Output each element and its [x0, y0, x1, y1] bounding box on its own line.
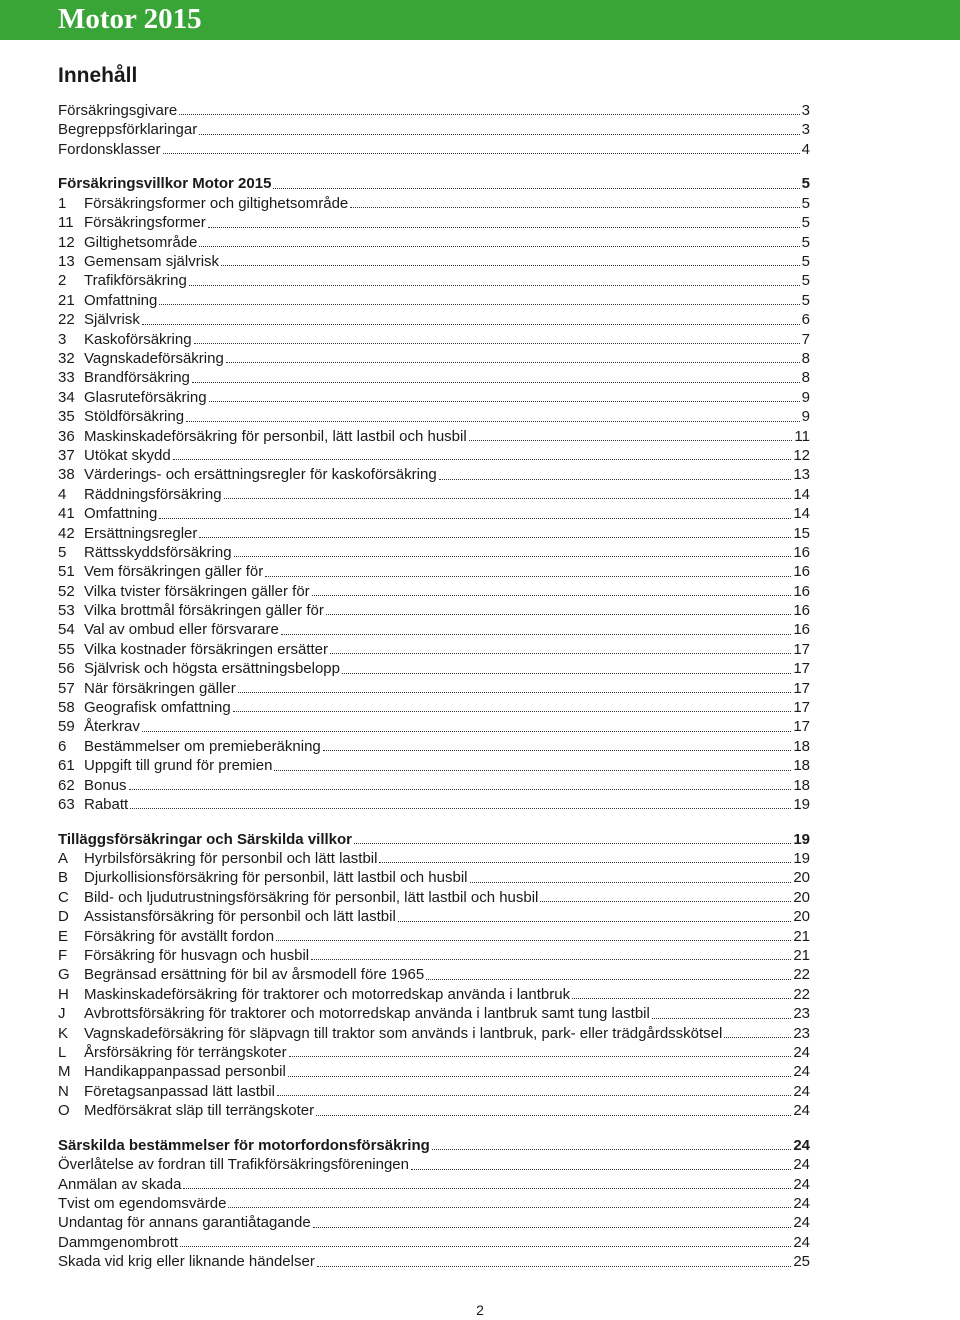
toc-entry-label: Vilka kostnader försäkringen ersätter [84, 640, 329, 658]
toc-entry[interactable] [58, 174, 810, 193]
toc-entry[interactable] [58, 388, 810, 407]
toc-dot-leader [159, 304, 799, 305]
toc-entry-page: 5 [801, 194, 810, 212]
toc-entry-number: G [58, 966, 70, 984]
toc-entry-label: Återkrav [84, 718, 140, 736]
toc-entry-label: Tvist om egendomsvärde [58, 1194, 227, 1212]
toc-entry[interactable] [58, 907, 810, 926]
toc-entry-label: Försäkringsformer och giltighetsområde [84, 194, 349, 212]
toc-entry[interactable] [58, 776, 810, 795]
toc-entry-number: 2 [58, 272, 67, 290]
toc-entry-label: Glasruteförsäkring [84, 388, 207, 406]
toc-entry-page: 24 [793, 1043, 810, 1061]
toc-dot-leader [540, 901, 791, 902]
toc-entry-page: 9 [801, 408, 810, 426]
toc-entry[interactable] [58, 1024, 810, 1043]
toc-entry-label: Hyrbilsförsäkring för personbil och lätt lastbil [84, 850, 378, 868]
toc-entry-label: Årsförsäkring för terrängskoter [84, 1043, 287, 1061]
toc-entry-page: 17 [793, 699, 810, 717]
toc-entry-number: 11 [58, 214, 74, 232]
toc-entry[interactable] [58, 524, 810, 543]
toc-entry[interactable] [58, 140, 810, 159]
toc-entry[interactable] [58, 465, 810, 484]
toc-entry-number: 59 [58, 718, 75, 736]
toc-entry-label: Ersättningsregler [84, 524, 198, 542]
toc-entry-page: 24 [793, 1102, 810, 1120]
toc-entry[interactable] [58, 330, 810, 349]
toc-dot-leader [274, 770, 791, 771]
toc-dot-leader [238, 692, 792, 693]
toc-entry[interactable] [58, 927, 810, 946]
toc-entry-page: 22 [793, 966, 810, 984]
toc-entry-page: 20 [793, 888, 810, 906]
toc-entry-label: Omfattning [84, 291, 158, 309]
toc-entry[interactable] [58, 888, 810, 907]
toc-entry-number: B [58, 869, 69, 887]
toc-entry-label: Djurkollisionsförsäkring för personbil, lätt lastbil och husbil [84, 869, 468, 887]
toc-entry-label: Vem försäkringen gäller för [84, 563, 264, 581]
toc-entry-number: 3 [58, 330, 67, 348]
toc-entry[interactable] [58, 1043, 810, 1062]
toc-entry-number: H [58, 985, 69, 1003]
toc-entry-page: 12 [793, 446, 810, 464]
toc-entry-page: 22 [793, 985, 810, 1003]
toc-dot-leader [142, 731, 791, 732]
toc-entry-page: 19 [793, 850, 810, 868]
document-title: Motor 2015 [58, 3, 202, 35]
toc-dot-leader [313, 1227, 792, 1228]
toc-entry-label: Vagnskadeförsäkring [84, 349, 224, 367]
toc-entry[interactable] [58, 1194, 810, 1213]
toc-entry-number: 32 [58, 349, 75, 367]
toc-entry[interactable] [58, 737, 810, 756]
toc-dot-leader [379, 862, 791, 863]
toc-entry[interactable] [58, 291, 810, 310]
toc-entry-number: 21 [58, 291, 75, 309]
toc-entry[interactable] [58, 407, 810, 426]
toc-entry[interactable] [58, 1062, 810, 1081]
toc-entry-page: 8 [801, 349, 810, 367]
toc-dot-leader [724, 1037, 791, 1038]
toc-entry-label: Vilka tvister försäkringen gäller för [84, 582, 310, 600]
toc-entry[interactable] [58, 946, 810, 965]
toc-entry-number: 54 [58, 621, 75, 639]
toc-entry-page: 18 [793, 757, 810, 775]
toc-entry[interactable] [58, 101, 810, 120]
toc-entry-page: 14 [793, 485, 810, 503]
toc-entry-page: 9 [801, 388, 810, 406]
toc-entry-label: Giltighetsområde [84, 233, 198, 251]
toc-entry-label: Företagsanpassad lätt lastbil [84, 1082, 275, 1100]
toc-entry[interactable] [58, 252, 810, 271]
toc-dot-leader [209, 401, 800, 402]
toc-entry-label: Rättsskyddsförsäkring [84, 543, 232, 561]
toc-entry-label: Stöldförsäkring [84, 408, 185, 426]
toc-entry-page: 18 [793, 737, 810, 755]
toc-entry[interactable] [58, 640, 810, 659]
toc-heading: Innehåll [58, 64, 138, 87]
toc-entry-page: 24 [793, 1214, 810, 1232]
toc-entry-number: O [58, 1102, 70, 1120]
toc-entry-page: 15 [793, 524, 810, 542]
toc-entry-page: 19 [793, 830, 810, 848]
toc-entry-page: 3 [801, 102, 810, 119]
toc-entry[interactable] [58, 795, 810, 814]
toc-entry-label: Utökat skydd [84, 446, 171, 464]
toc-entry-page: 24 [793, 1194, 810, 1212]
toc-dot-leader [228, 1207, 791, 1208]
toc-entry-page: 21 [793, 927, 810, 945]
toc-entry[interactable] [58, 504, 810, 523]
toc-section [58, 1136, 810, 1272]
toc-entry-number: 33 [58, 369, 75, 387]
toc-entry-label: Överlåtelse av fordran till Trafikförsäkringsföreningen [58, 1156, 409, 1174]
toc-entry-label: Bonus [84, 776, 127, 794]
toc-entry-label: Självrisk [84, 311, 140, 329]
toc-entry-page: 21 [793, 947, 810, 964]
toc-entry-label: Räddningsförsäkring [84, 485, 222, 503]
toc-dot-leader [354, 843, 791, 844]
toc-entry-number: 58 [58, 699, 75, 717]
toc-entry[interactable] [58, 368, 810, 387]
toc-entry[interactable] [58, 679, 810, 698]
toc-entry-label: Trafikförsäkring [84, 272, 187, 290]
toc-entry-label: Anmälan av skada [58, 1175, 182, 1193]
toc-entry-number: 36 [58, 427, 75, 445]
toc-dot-leader [130, 808, 791, 809]
toc-dot-leader [142, 324, 800, 325]
toc-dot-leader [350, 207, 799, 208]
toc-dot-leader [233, 711, 792, 712]
toc-entry-page: 25 [793, 1253, 810, 1271]
toc-dot-leader [159, 518, 791, 519]
toc-entry-page: 24 [793, 1063, 810, 1081]
toc-dot-leader [342, 673, 791, 674]
toc-dot-leader [470, 882, 792, 883]
toc-entry[interactable] [58, 233, 810, 252]
toc-dot-leader [469, 440, 793, 441]
toc-entry-label: Bild- och ljudutrustningsförsäkring för personbil, lätt lastbil och husbil [84, 888, 539, 906]
toc-entry-number: L [58, 1043, 67, 1061]
toc-entry-label: Vilka brottmål försäkringen gäller för [84, 602, 324, 620]
toc-entry[interactable] [58, 562, 810, 581]
toc-entry-page: 5 [801, 175, 810, 193]
toc-entry-page: 16 [793, 543, 810, 561]
toc-entry[interactable] [58, 849, 810, 868]
page-number: 2 [476, 1302, 484, 1318]
toc-entry[interactable] [58, 194, 810, 213]
toc-entry[interactable] [58, 310, 810, 329]
toc-dot-leader [179, 114, 799, 115]
toc-entry-label: Geografisk omfattning [84, 699, 231, 717]
toc-entry-number: 4 [58, 485, 67, 503]
toc-entry-page: 8 [801, 369, 810, 387]
toc-entry-page: 24 [793, 1082, 810, 1100]
toc-entry[interactable] [58, 1082, 810, 1101]
toc-entry-page: 3 [801, 121, 810, 139]
toc-entry-label: Begränsad ersättning för bil av årsmodell före 1965 [84, 966, 425, 984]
toc-entry[interactable] [58, 1252, 810, 1271]
toc-entry-label: Assistansförsäkring för personbil och lätt lastbil [84, 908, 396, 926]
toc-entry[interactable] [58, 620, 810, 639]
toc-dot-leader [323, 750, 792, 751]
toc-entry-page: 5 [801, 214, 810, 232]
toc-entry-label: Bestämmelser om premieberäkning [84, 737, 321, 755]
toc-entry-label: Vagnskadeförsäkring för släpvagn till traktor som används i lantbruk, park- eller trädgårdsskötsel [84, 1024, 723, 1042]
toc-entry[interactable] [58, 601, 810, 620]
toc-entry-label: Värderings- och ersättningsregler för kaskoförsäkring [84, 466, 437, 484]
toc-dot-leader [439, 479, 792, 480]
toc-entry-page: 24 [793, 1175, 810, 1193]
toc-dot-leader [192, 382, 800, 383]
toc-entry-number: 37 [58, 446, 75, 464]
toc-entry[interactable] [58, 1175, 810, 1194]
toc-dot-leader [265, 576, 791, 577]
toc-entry-label: Skada vid krig eller liknande händelser [58, 1253, 315, 1271]
toc-entry-page: 5 [801, 272, 810, 290]
toc-dot-leader [234, 556, 792, 557]
toc-entry-label: Försäkring för avställt fordon [84, 927, 275, 945]
toc-entry[interactable] [58, 868, 810, 887]
toc-dot-leader [186, 421, 800, 422]
toc-entry-label: Kaskoförsäkring [84, 330, 192, 348]
toc-entry-number: 13 [58, 253, 75, 271]
toc-entry-page: 6 [801, 311, 810, 329]
toc-entry-page: 17 [793, 718, 810, 736]
toc-entry-label: Fordonsklasser [58, 140, 161, 158]
toc-entry-label: Medförsäkrat släp till terrängskoter [84, 1102, 315, 1120]
toc-dot-leader [163, 153, 800, 154]
toc-entry-label: Dammgenombrott [58, 1233, 179, 1251]
toc-entry-label: Handikappanpassad personbil [84, 1063, 286, 1081]
toc-entry-page: 7 [801, 330, 810, 348]
toc-entry-number: 61 [58, 757, 75, 775]
toc-entry-page: 23 [793, 1005, 810, 1023]
toc-entry[interactable] [58, 1004, 810, 1023]
toc-entry-label: Rabatt [84, 795, 129, 813]
toc-dot-leader [316, 1115, 791, 1116]
toc-dot-leader [288, 1076, 792, 1077]
toc-entry-page: 24 [793, 1136, 810, 1154]
toc-entry-label: Självrisk och högsta ersättningsbelopp [84, 660, 340, 678]
toc-entry-number: 56 [58, 660, 75, 678]
toc-entry-label: Avbrottsförsäkring för traktorer och motorredskap använda i lantbruk samt tung lastbil [84, 1005, 650, 1023]
toc-entry-number: 52 [58, 582, 75, 600]
toc-entry-number: 53 [58, 602, 75, 620]
toc-entry[interactable] [58, 659, 810, 678]
toc-entry[interactable] [58, 1136, 810, 1155]
toc-entry-page: 24 [793, 1156, 810, 1174]
toc-dot-leader [311, 959, 791, 960]
toc-entry-label: Försäkringsformer [84, 214, 206, 232]
toc-entry-page: 16 [793, 563, 810, 581]
toc-entry-number: A [58, 850, 69, 868]
toc-dot-leader [312, 595, 792, 596]
toc-entry-number: 51 [58, 563, 75, 581]
toc-dot-leader [189, 285, 800, 286]
toc-entry-label: Brandförsäkring [84, 369, 190, 387]
toc-dot-leader [426, 979, 791, 980]
toc-dot-leader [277, 1095, 791, 1096]
toc-entry-number: E [58, 927, 69, 945]
toc-entry-number: 34 [58, 388, 75, 406]
toc-entry-page: 18 [793, 776, 810, 794]
toc-entry[interactable] [58, 698, 810, 717]
toc-entry-label: Begreppsförklaringar [58, 121, 198, 139]
toc-entry[interactable] [58, 213, 810, 232]
toc-entry-page: 11 [794, 427, 810, 445]
toc-entry-number: 57 [58, 679, 75, 697]
toc-entry[interactable] [58, 1101, 810, 1120]
toc-entry[interactable] [58, 717, 810, 736]
toc-entry-number: 63 [58, 795, 75, 813]
toc-dot-leader [432, 1149, 792, 1150]
toc-entry-number: 55 [58, 640, 75, 658]
header-bar [0, 0, 960, 40]
toc-entry-number: J [58, 1005, 66, 1023]
toc-entry[interactable] [58, 271, 810, 290]
toc-dot-leader [199, 537, 791, 538]
toc-dot-leader [281, 634, 792, 635]
toc-entry[interactable] [58, 965, 810, 984]
toc-dot-leader [194, 343, 800, 344]
toc-entry-label: Särskilda bestämmelser för motorfordonsförsäkring [58, 1136, 430, 1154]
toc-entry-page: 5 [801, 291, 810, 309]
toc-entry-number: 38 [58, 466, 75, 484]
toc-entry-label: Försäkringsgivare [58, 102, 178, 119]
toc-entry-label: När försäkringen gäller [84, 679, 236, 697]
toc-entry[interactable] [58, 446, 810, 465]
toc-dot-leader [173, 459, 792, 460]
toc-dot-leader [273, 188, 799, 189]
toc-dot-leader [330, 653, 791, 654]
toc-entry-number: 6 [58, 737, 67, 755]
toc-entry-label: Maskinskadeförsäkring för traktorer och motorredskap använda i lantbruk [84, 985, 571, 1003]
table-of-contents [58, 101, 810, 1287]
toc-dot-leader [199, 246, 799, 247]
toc-dot-leader [276, 940, 791, 941]
toc-entry[interactable] [58, 1213, 810, 1232]
toc-entry-label: Maskinskadeförsäkring för personbil, lätt lastbil och husbil [84, 427, 467, 445]
toc-entry-page: 24 [793, 1233, 810, 1251]
toc-entry-number: N [58, 1082, 69, 1100]
toc-dot-leader [208, 227, 800, 228]
toc-entry-label: Gemensam självrisk [84, 253, 220, 271]
toc-entry-number: 1 [58, 194, 67, 212]
toc-entry-page: 16 [793, 621, 810, 639]
toc-section [58, 101, 810, 159]
toc-entry-number: 41 [58, 505, 75, 523]
toc-dot-leader [317, 1266, 791, 1267]
toc-entry[interactable] [58, 120, 810, 139]
toc-entry-page: 23 [793, 1024, 810, 1042]
toc-entry-number: 35 [58, 408, 75, 426]
toc-dot-leader [129, 789, 792, 790]
toc-entry-page: 5 [801, 233, 810, 251]
toc-dot-leader [572, 998, 791, 999]
toc-dot-leader [183, 1188, 791, 1189]
toc-entry-label: Försäkringsvillkor Motor 2015 [58, 175, 272, 193]
toc-dot-leader [289, 1056, 792, 1057]
toc-entry-page: 17 [793, 679, 810, 697]
toc-entry-number: 12 [58, 233, 75, 251]
toc-section [58, 174, 810, 814]
toc-dot-leader [180, 1246, 791, 1247]
toc-entry[interactable] [58, 1233, 810, 1252]
toc-entry[interactable] [58, 427, 810, 446]
toc-entry-page: 5 [801, 253, 810, 271]
toc-entry-label: Försäkring för husvagn och husbil [84, 947, 310, 964]
toc-entry-page: 17 [793, 640, 810, 658]
toc-entry-label: Tilläggsförsäkringar och Särskilda villkor [58, 830, 353, 848]
toc-section [58, 830, 810, 1121]
toc-entry[interactable] [58, 1155, 810, 1174]
toc-entry-number: D [58, 908, 69, 926]
toc-entry-number: F [58, 947, 68, 964]
toc-dot-leader [224, 498, 792, 499]
toc-dot-leader [652, 1018, 791, 1019]
toc-entry-label: Uppgift till grund för premien [84, 757, 273, 775]
toc-entry-number: 5 [58, 543, 67, 561]
toc-dot-leader [226, 362, 800, 363]
toc-dot-leader [398, 921, 792, 922]
toc-entry-page: 4 [801, 140, 810, 158]
toc-entry-number: 62 [58, 776, 75, 794]
toc-entry-number: 22 [58, 311, 75, 329]
toc-entry[interactable] [58, 582, 810, 601]
toc-entry-page: 17 [793, 660, 810, 678]
toc-entry-number: M [58, 1063, 71, 1081]
toc-entry-page: 20 [793, 869, 810, 887]
toc-entry-page: 14 [793, 505, 810, 523]
toc-entry[interactable] [58, 349, 810, 368]
toc-entry-page: 16 [793, 602, 810, 620]
toc-entry-label: Undantag för annans garantiåtagande [58, 1214, 311, 1232]
toc-entry-page: 20 [793, 908, 810, 926]
toc-entry[interactable] [58, 830, 810, 849]
toc-entry[interactable] [58, 985, 810, 1004]
toc-entry-number: C [58, 888, 69, 906]
toc-entry-page: 19 [793, 795, 810, 813]
toc-dot-leader [221, 265, 800, 266]
toc-entry-page: 16 [793, 582, 810, 600]
toc-dot-leader [326, 614, 791, 615]
toc-entry-number: 42 [58, 524, 75, 542]
toc-dot-leader [199, 134, 799, 135]
toc-entry-number: K [58, 1024, 69, 1042]
toc-entry-label: Omfattning [84, 505, 158, 523]
toc-entry-label: Val av ombud eller försvarare [84, 621, 279, 639]
toc-entry-page: 13 [793, 466, 810, 484]
toc-entry[interactable] [58, 543, 810, 562]
toc-dot-leader [411, 1169, 791, 1170]
toc-entry[interactable] [58, 756, 810, 775]
toc-entry[interactable] [58, 485, 810, 504]
